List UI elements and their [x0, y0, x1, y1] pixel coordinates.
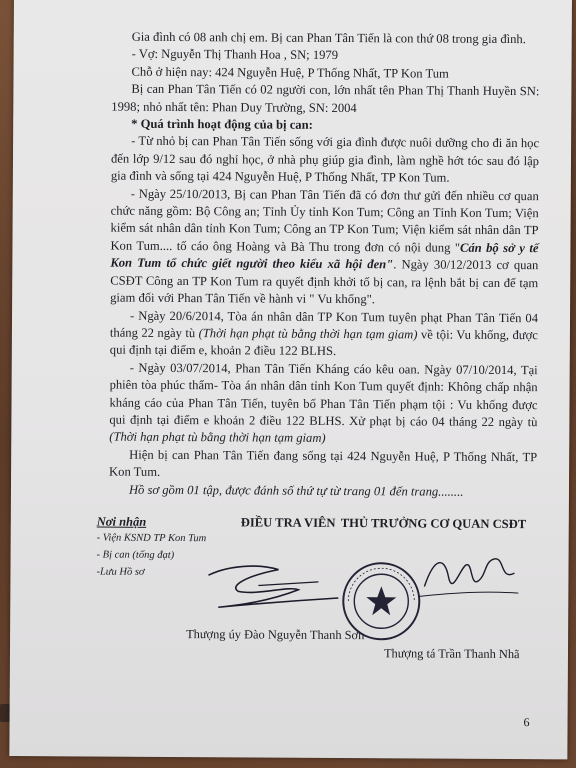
complaint-quote: Cán bộ sở y tế Kon Tum tổ chức giết người theo kiểu xã hội đen"	[110, 240, 539, 272]
recipients-title: Nơi nhận	[96, 514, 147, 529]
document-body	[109, 29, 540, 502]
first-trial-charge: về tội: Vu khống, được qui định tại điểm e, khoản 2 điều 122 BLHS.	[109, 327, 538, 359]
page-number: 6	[523, 715, 530, 730]
family-paragraph: Gia đình có 08 anh chị em. Bị can Phan Tân Tiến là con thứ 08 trong gia đình.	[131, 29, 526, 47]
first-trial-text: - Ngày 20/6/2014, Tòa án nhân dân TP Kon Tum tuyên phạt Phan Tân Tiến 04 tháng 22 ngày tù	[109, 308, 539, 341]
investigator-title: ĐIỀU TRA VIÊN	[240, 515, 336, 530]
appeal-text: - Ngày 03/07/2014, Phan Tân Tiến Kháng cáo kêu oan. Ngày 07/10/2014, Tại phiên tòa phúc thẩm- Tòa án nhân dân tỉnh Kon Tum quyết định: Không chấp nhận kháng cáo của Phan Tân Tiến, tuyên bố Phan Tân Tiến phạm tội : Vu khống được qui định tại điểm e khoản 2 điều 122 BLHS. Xử phạt bị cáo 04 tháng 22 ngày tù	[109, 360, 538, 430]
head-name: Thượng tá Trần Thanh Nhã	[383, 646, 520, 662]
recipient-item: - Bị can (tống đạt)	[96, 549, 175, 561]
file-summary-line: Hồ sơ gồm 01 tập, được đánh số thứ tự từ trang 01 đến trang........	[128, 482, 464, 499]
appeal-note: (Thời hạn phạt tù bằng thời hạn tạm giam)	[109, 429, 326, 446]
section-heading: * Quá trình hoạt động của bị can:	[131, 116, 313, 132]
first-trial-note: (Thời hạn phạt tù bằng thời hạn tạm giam)	[198, 326, 418, 342]
history-paragraph: - Từ nhỏ bị can Phan Tân Tiến sống với gia đình được nuôi dưỡng cho đi ăn học đến lớp 9/12 sau đó nghỉ học, ở nhà phụ giúp gia đình, làm nghề hớt tóc sau đó lập gia đình và sống tại 424 Nguyễn Huệ, P Thống Nhất, TP Kon Tum.	[110, 134, 540, 185]
spouse-line: - Vợ: Nguyễn Thị Thanh Hoa , SN; 1979	[131, 47, 339, 63]
complaint-text: - Ngày 25/10/2013, Bị can Phan Tân Tiến đã có đơn thư gửi đến nhiều cơ quan chức năng gồm: Bộ Công an; Tỉnh Ủy tỉnh Kon Tum; Công an Tỉnh Kon Tum; Viện kiểm sát nhân dân tỉnh Kon Tum; Công an TP Kon Tum; Viện kiểm sát nhân dân TP Kon Tum.... tố cáo ông Hoàng và Bà Thu trong đơn có nội dung "	[110, 186, 539, 255]
current-residence-paragraph: Hiện bị can Phan Tân Tiến đang sống tại 424 Nguyễn Huệ, P Thống Nhất, TP Kon Tum.	[109, 447, 538, 480]
recipient-item: - Viện KSND TP Kon Tum	[96, 532, 207, 545]
complaint-followup: . Ngày 30/12/2013 cơ quan CSĐT Công an TP Kon Tum ra quyết định khởi tố bị can, ra lệnh bắt bị can để tạm giam đối với Phan Tân Tiến về hành vi " Vu khống".	[110, 257, 539, 307]
document-page	[9, 0, 572, 759]
appeal-paragraph	[109, 359, 538, 449]
investigator-name: Thượng úy Đào Nguyễn Thanh Sơn	[186, 627, 365, 643]
signature-area	[9, 514, 568, 747]
head-signature	[414, 536, 524, 617]
head-title: THỦ TRƯỞNG CƠ QUAN CSĐT	[340, 516, 527, 532]
investigator-signature	[198, 545, 348, 626]
recipients-block	[96, 515, 206, 582]
recipient-item: -Lưu Hồ sơ	[96, 566, 145, 578]
residence-line: Chỗ ở hiện nay: 424 Nguyễn Huệ, P Thống Nhất, TP Kon Tum	[131, 64, 449, 81]
complaint-paragraph	[110, 185, 539, 309]
first-trial-paragraph	[110, 307, 538, 362]
children-paragraph: Bị can Phan Tân Tiến có 02 người con, lớn nhất tên Phan Thị Thanh Huyền SN: 1998; nhỏ nhất tên: Phan Duy Trường, SN: 2004	[111, 81, 540, 115]
